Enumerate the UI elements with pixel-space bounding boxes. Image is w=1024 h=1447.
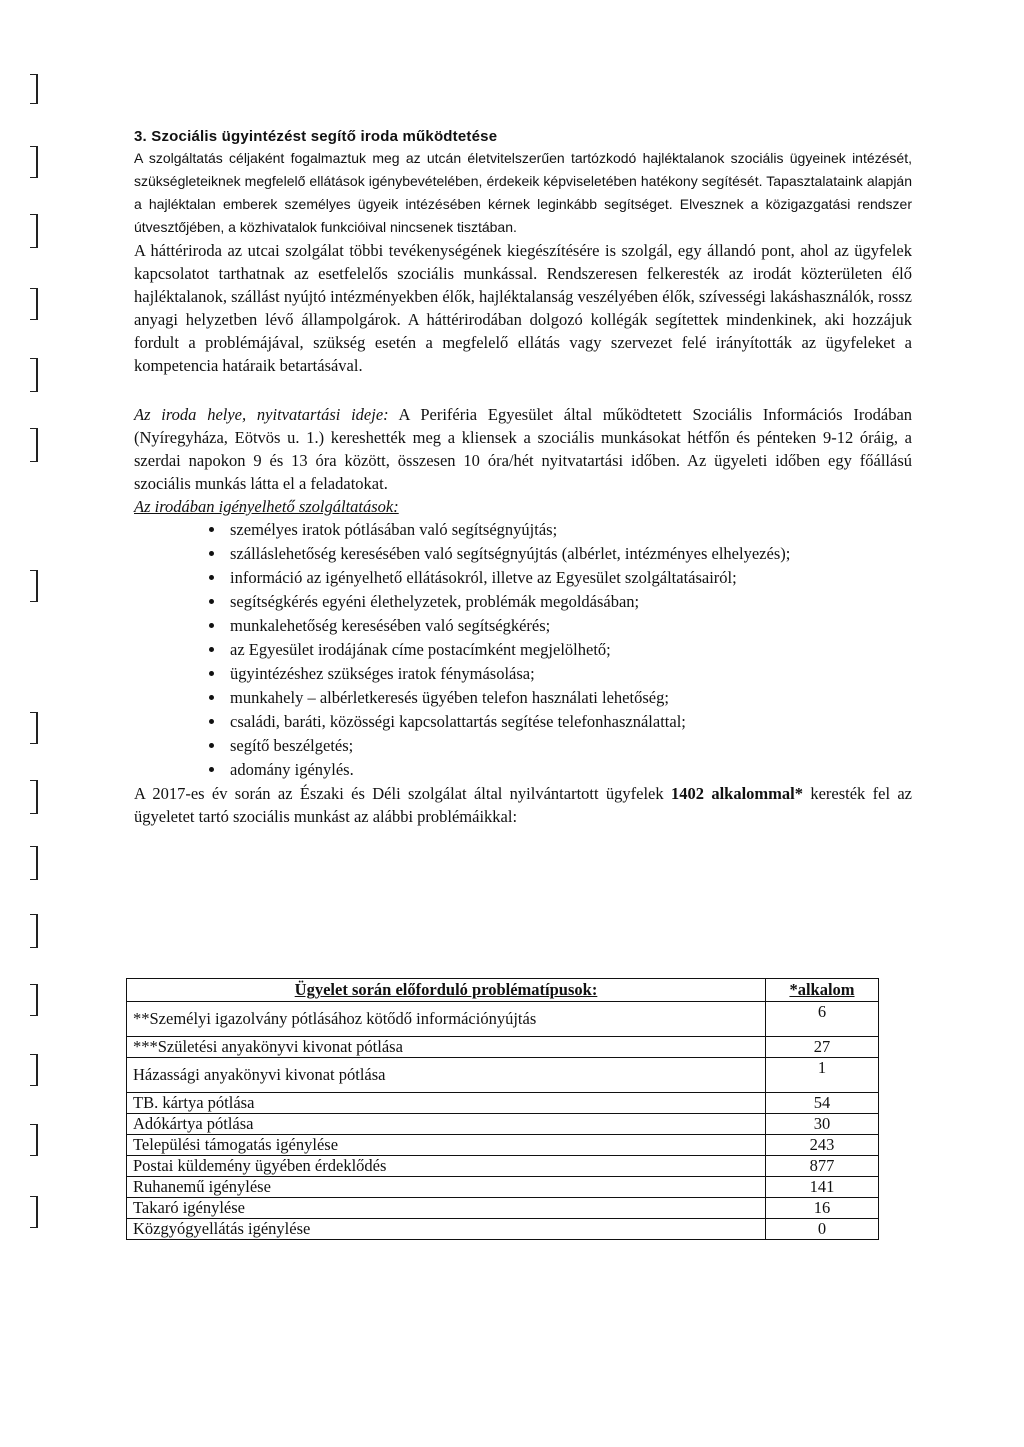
table-cell-label: Postai küldemény ügyében érdeklődés xyxy=(127,1156,766,1177)
binding-mark xyxy=(30,1196,38,1228)
binding-mark xyxy=(30,74,38,104)
list-item: • szálláslehetőség keresésében való segítségnyújtás (albérlet, intézményes elhelyezés); xyxy=(226,542,912,566)
binding-mark xyxy=(30,780,38,814)
list-item: • munkalehetőség keresésében való segítségkérés; xyxy=(226,614,912,638)
table-cell-label: Közgyógyellátás igénylése xyxy=(127,1219,766,1240)
table-row xyxy=(127,1002,879,1037)
services-label: Az irodában igényelhető szolgáltatások: xyxy=(134,497,399,516)
table-header-count: *alkalom xyxy=(766,979,879,1002)
binding-mark xyxy=(30,1054,38,1086)
summary-paragraph xyxy=(134,782,912,828)
binding-mark xyxy=(30,1124,38,1156)
table-cell-value: 0 xyxy=(766,1219,879,1240)
office-paragraph xyxy=(134,403,912,495)
table-cell-value: 6 xyxy=(766,1002,879,1037)
binding-mark xyxy=(30,570,38,602)
list-item: • információ az igényelhető ellátásokról, illetve az Egyesület szolgáltatásairól; xyxy=(226,566,912,590)
binding-mark xyxy=(30,984,38,1016)
section-body: A háttériroda az utcai szolgálat többi tevékenységének kiegészítésére is szolgál, egy állandó pont, ahol az ügyfelek kapcsolatot tarthatnak az esetfelelős szociális munkással. Rendszeresen felkeresték az irodát közterületen élő hajléktalanok, szállást nyújtó intézményekben élők, hajléktalanság veszélyében élők, szívességi lakáshasználók, rossz anyagi helyzetben lévő állampolgárok. A háttérirodában dolgozó kollégák segítettek mindenkinek, aki hozzájuk fordult a problémájával, szükség esetén a megfelelő ellátás vagy szervezet felé irányították az ügyfeleket a kompetencia határaik betartásával. xyxy=(134,241,912,375)
table-cell-label: Takaró igénylése xyxy=(127,1198,766,1219)
table-cell-value: 27 xyxy=(766,1037,879,1058)
table-cell-value: 877 xyxy=(766,1156,879,1177)
table-cell-label: Házassági anyakönyvi kivonat pótlása xyxy=(127,1058,766,1093)
list-item: • az Egyesület irodájának címe postacímként megjelölhető; xyxy=(226,638,912,662)
table-cell-value: 141 xyxy=(766,1177,879,1198)
table-cell-label: Települési támogatás igénylése xyxy=(127,1135,766,1156)
list-item: • munkahely – albérletkeresés ügyében telefon használati lehetőség; xyxy=(226,686,912,710)
binding-mark xyxy=(30,846,38,880)
table-row xyxy=(127,1093,879,1114)
table-cell-label: Adókártya pótlása xyxy=(127,1114,766,1135)
table-cell-value: 16 xyxy=(766,1198,879,1219)
table-cell-label: **Személyi igazolvány pótlásához kötődő információnyújtás xyxy=(127,1002,766,1037)
summary-text-before: A 2017-es év során az Északi és Déli szolgálat által nyilvántartott ügyfelek xyxy=(134,784,664,803)
table-header-row xyxy=(127,979,879,1002)
table-row xyxy=(127,1135,879,1156)
list-item: • családi, baráti, közösségi kapcsolattartás segítése telefonhasználattal; xyxy=(226,710,912,734)
list-item: • ügyintézéshez szükséges iratok fénymásolása; xyxy=(226,662,912,686)
binding-mark xyxy=(30,358,38,392)
summary-count: 1402 alkalommal* xyxy=(670,784,803,803)
table-cell-value: 1 xyxy=(766,1058,879,1093)
document-body xyxy=(134,128,912,828)
table-row xyxy=(127,1219,879,1240)
table-row xyxy=(127,1058,879,1093)
table-cell-label: ***Születési anyakönyvi kivonat pótlása xyxy=(127,1037,766,1058)
services-list xyxy=(134,518,912,782)
table-row xyxy=(127,1037,879,1058)
section-heading: 3. Szociális ügyintézést segítő iroda működtetése xyxy=(134,128,498,145)
problem-types-table xyxy=(126,978,879,1240)
list-item: • segítő beszélgetés; xyxy=(226,734,912,758)
binding-mark xyxy=(30,428,38,462)
table-row xyxy=(127,1177,879,1198)
table-cell-label: TB. kártya pótlása xyxy=(127,1093,766,1114)
table-cell-value: 30 xyxy=(766,1114,879,1135)
binding-mark xyxy=(30,288,38,320)
table-cell-value: 54 xyxy=(766,1093,879,1114)
binding-mark xyxy=(30,214,38,248)
table-row xyxy=(127,1198,879,1219)
table-cell-label: Ruhanemű igénylése xyxy=(127,1177,766,1198)
summary-text-after: keresték fel az ügyeletet tartó szociális munkást az alábbi problémáikkal: xyxy=(134,784,913,826)
binding-mark xyxy=(30,914,38,948)
table-row xyxy=(127,1156,879,1177)
section-intro: A szolgáltatás céljaként fogalmaztuk meg az utcán életvitelszerűen tartózkodó hajléktalanok szociális ügyeinek intézését, szükségleteiknek megfelelő ellátások igénybevételében, érdekeik képviseletében hatékony segítését. Tapasztalataink alapján a hajléktalan emberek személyes ügyeik intézésében kérnek leginkább segítséget. Elvesznek a közigazgatási rendszer útvesztőjében, a közhivatalok funkcióival nincsenek tisztában. xyxy=(134,150,912,235)
list-item: • segítségkérés egyéni élethelyzetek, problémák megoldásában; xyxy=(226,590,912,614)
table-row xyxy=(127,1114,879,1135)
office-text: A Periféria Egyesület által működtetett Szociális Információs Irodában (Nyíregyháza, Eötvös u. 1.) kereshették meg a kliensek a szociális munkásokat hétfőn és pénteken 9-12 óráig, a szerdai napokon 9 és 13 óra között, összesen 10 óra/hét nyitvatartási időben. Az ügyeleti időben egy főállású szociális munkás látta el a feladatokat. xyxy=(134,405,913,493)
office-label: Az iroda helye, nyitvatartási ideje: xyxy=(134,405,389,424)
binding-mark xyxy=(30,712,38,744)
list-item: • személyes iratok pótlásában való segítségnyújtás; xyxy=(226,518,912,542)
table-header-problem: Ügyelet során előforduló problématípusok: xyxy=(127,979,766,1002)
table-cell-value: 243 xyxy=(766,1135,879,1156)
binding-mark xyxy=(30,146,38,178)
list-item: • adomány igénylés. xyxy=(226,758,912,782)
